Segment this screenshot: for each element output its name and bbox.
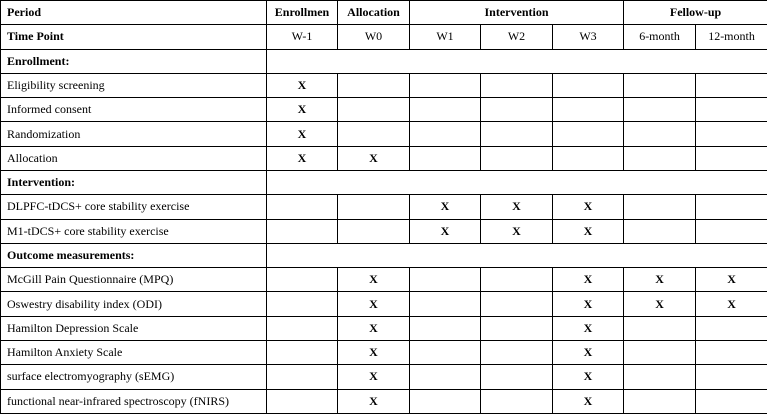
schedule-cell [410, 268, 481, 292]
schedule-mark: X [338, 389, 410, 414]
schedule-cell [624, 122, 696, 146]
schedule-cell [481, 268, 553, 292]
schedule-cell [481, 340, 553, 364]
schedule-cell [410, 389, 481, 414]
schedule-cell [410, 98, 481, 122]
activity-label: Allocation [1, 146, 267, 170]
schedule-cell [267, 389, 338, 414]
intervention-header: Intervention [410, 1, 624, 25]
table-row [1, 73, 767, 97]
timepoint-cell: W2 [481, 25, 553, 49]
activity-label: Randomization [1, 122, 267, 146]
schedule-cell [267, 219, 338, 243]
schedule-cell [481, 316, 553, 340]
timepoint-cell: W1 [410, 25, 481, 49]
schedule-cell [696, 316, 767, 340]
section-title: Outcome measurements: [1, 243, 267, 267]
activity-label: Oswestry disability index (ODI) [1, 292, 267, 316]
schedule-mark: X [338, 268, 410, 292]
period-header: Period [1, 1, 267, 25]
timepoint-row [1, 25, 767, 49]
table-row [1, 268, 767, 292]
schedule-mark: X [624, 292, 696, 316]
schedule-cell [410, 292, 481, 316]
schedule-cell [338, 195, 410, 219]
schedule-cell [553, 122, 624, 146]
schedule-cell [696, 340, 767, 364]
section-row [1, 170, 767, 194]
schedule-mark: X [553, 365, 624, 389]
schedule-cell [553, 73, 624, 97]
followup-header: Fellow-up [624, 1, 767, 25]
schedule-mark: X [338, 146, 410, 170]
schedule-cell [481, 146, 553, 170]
schedule-cell [267, 268, 338, 292]
activity-label: Informed consent [1, 98, 267, 122]
schedule-mark: X [553, 268, 624, 292]
schedule-mark: X [338, 292, 410, 316]
table-row [1, 340, 767, 364]
period-header-row [1, 1, 767, 25]
activity-label: functional near-infrared spectroscopy (fNIRS) [1, 389, 267, 414]
timepoint-cell: W0 [338, 25, 410, 49]
section-filler-cell [267, 49, 767, 73]
schedule-cell [338, 219, 410, 243]
schedule-cell [410, 146, 481, 170]
schedule-cell [624, 316, 696, 340]
schedule-cell [410, 340, 481, 364]
activity-label: Hamilton Anxiety Scale [1, 340, 267, 364]
schedule-cell [696, 365, 767, 389]
schedule-mark: X [267, 73, 338, 97]
schedule-cell [410, 73, 481, 97]
schedule-cell [267, 292, 338, 316]
schedule-cell [624, 365, 696, 389]
schedule-cell [624, 146, 696, 170]
schedule-cell [624, 195, 696, 219]
schedule-cell [481, 389, 553, 414]
table-row [1, 316, 767, 340]
section-row [1, 49, 767, 73]
schedule-cell [410, 122, 481, 146]
schedule-mark: X [410, 195, 481, 219]
schedule-cell [481, 73, 553, 97]
table-row [1, 195, 767, 219]
schedule-cell [267, 195, 338, 219]
schedule-mark: X [553, 292, 624, 316]
enrollment-header: Enrollmen [267, 1, 338, 25]
section-title: Enrollment: [1, 49, 267, 73]
table-row [1, 365, 767, 389]
schedule-cell [624, 340, 696, 364]
schedule-cell [624, 389, 696, 414]
schedule-cell [410, 365, 481, 389]
schedule-mark: X [624, 268, 696, 292]
schedule-mark: X [481, 219, 553, 243]
schedule-mark: X [553, 340, 624, 364]
schedule-mark: X [696, 268, 767, 292]
allocation-header: Allocation [338, 1, 410, 25]
schedule-cell [696, 122, 767, 146]
schedule-cell [338, 73, 410, 97]
schedule-mark: X [338, 365, 410, 389]
table-body [1, 1, 767, 414]
timepoint-label: Time Point [1, 25, 267, 49]
table-row [1, 122, 767, 146]
schedule-mark: X [338, 316, 410, 340]
table-row [1, 219, 767, 243]
schedule-cell [481, 292, 553, 316]
schedule-cell [696, 389, 767, 414]
schedule-cell [624, 98, 696, 122]
schedule-cell [624, 219, 696, 243]
schedule-mark: X [481, 195, 553, 219]
schedule-mark: X [553, 195, 624, 219]
schedule-cell [267, 316, 338, 340]
schedule-cell [553, 146, 624, 170]
schedule-mark: X [267, 146, 338, 170]
schedule-cell [338, 122, 410, 146]
activity-label: Hamilton Depression Scale [1, 316, 267, 340]
schedule-mark: X [696, 292, 767, 316]
activity-label: DLPFC-tDCS+ core stability exercise [1, 195, 267, 219]
table-row [1, 292, 767, 316]
schedule-cell [338, 98, 410, 122]
activity-label: McGill Pain Questionnaire (MPQ) [1, 268, 267, 292]
table-row [1, 146, 767, 170]
schedule-cell [696, 219, 767, 243]
section-title: Intervention: [1, 170, 267, 194]
timepoint-cell: 12-month [696, 25, 767, 49]
table-row [1, 98, 767, 122]
schedule-mark: X [553, 389, 624, 414]
timepoint-cell: 6-month [624, 25, 696, 49]
schedule-cell [481, 98, 553, 122]
schedule-cell [696, 98, 767, 122]
schedule-cell [696, 146, 767, 170]
schedule-mark: X [338, 340, 410, 364]
schedule-cell [267, 340, 338, 364]
activity-label: surface electromyography (sEMG) [1, 365, 267, 389]
schedule-cell [696, 195, 767, 219]
schedule-cell [624, 73, 696, 97]
schedule-mark: X [410, 219, 481, 243]
section-row [1, 243, 767, 267]
activity-label: Eligibility screening [1, 73, 267, 97]
schedule-cell [481, 122, 553, 146]
schedule-mark: X [553, 316, 624, 340]
section-filler-cell [267, 243, 767, 267]
schedule-cell [481, 365, 553, 389]
table-row [1, 389, 767, 414]
schedule-mark: X [267, 98, 338, 122]
timepoint-cell: W3 [553, 25, 624, 49]
schedule-cell [267, 365, 338, 389]
schedule-mark: X [553, 219, 624, 243]
schedule-cell [410, 316, 481, 340]
schedule-mark: X [267, 122, 338, 146]
activity-label: M1-tDCS+ core stability exercise [1, 219, 267, 243]
schedule-cell [553, 98, 624, 122]
timepoint-cell: W-1 [267, 25, 338, 49]
schedule-cell [696, 73, 767, 97]
section-filler-cell [267, 170, 767, 194]
